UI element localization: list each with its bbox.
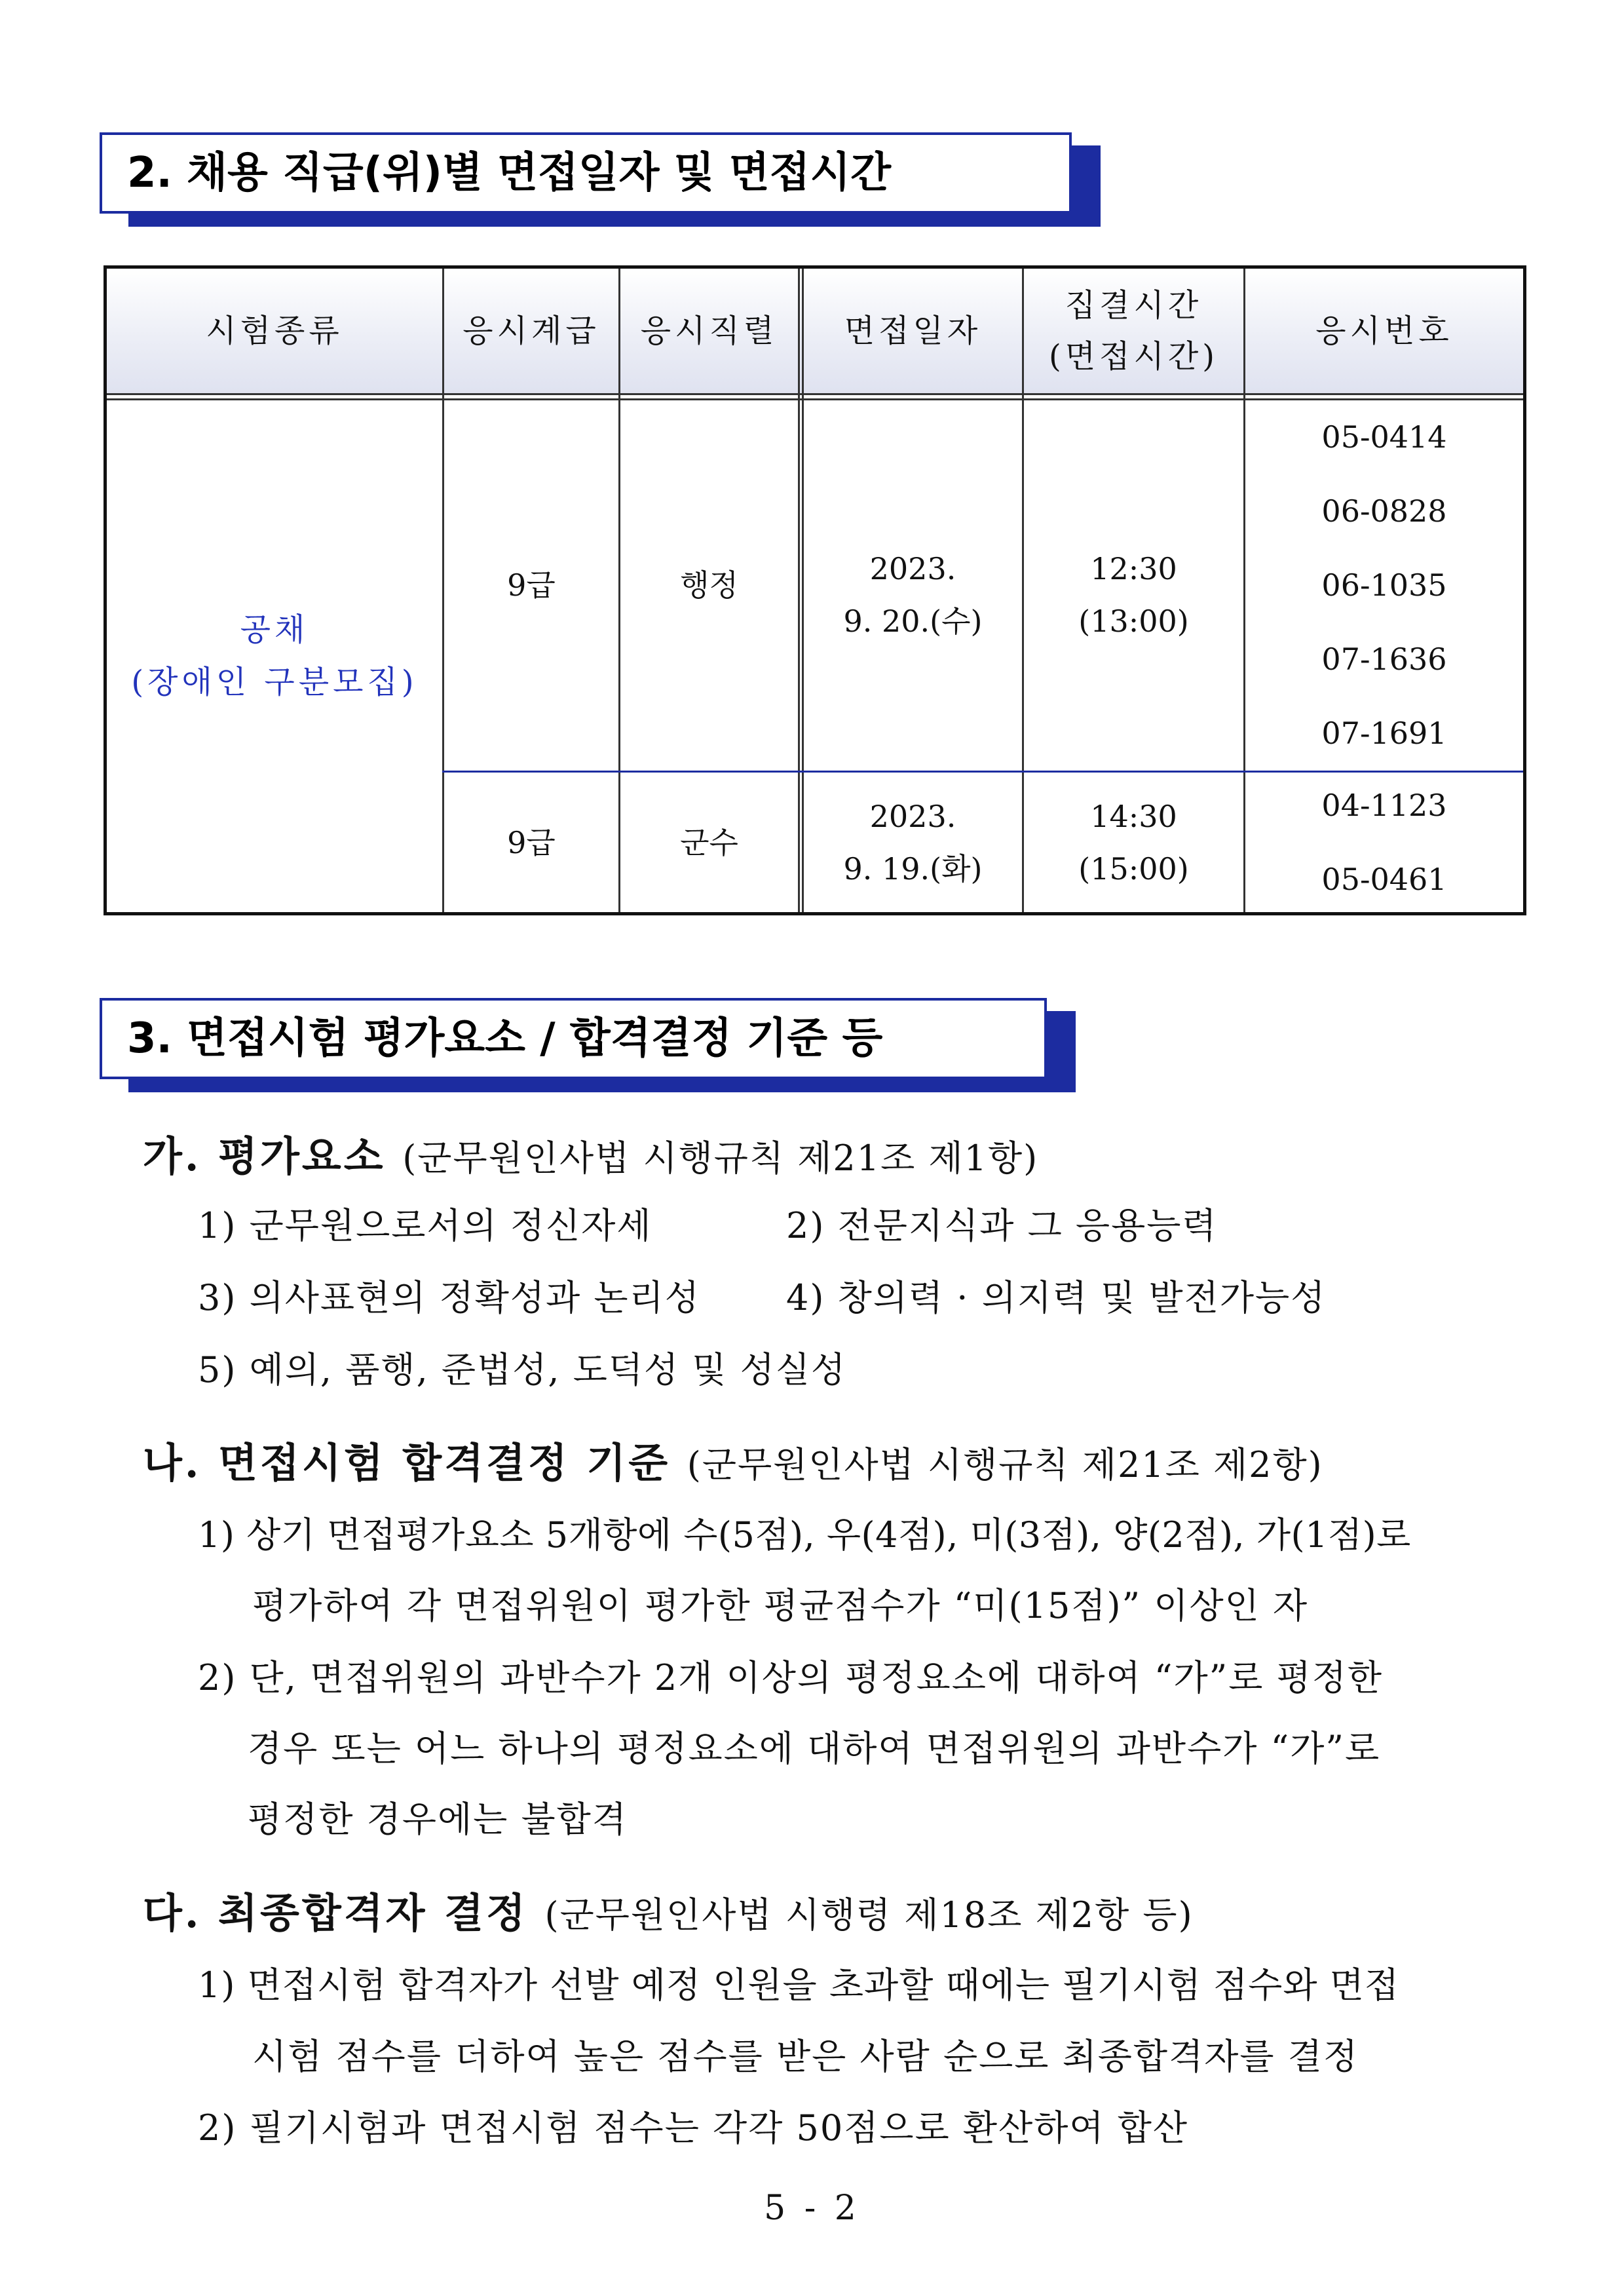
subsection-c-heading: 다. 최종합격자 결정 (군무원인사법 시행령 제18조 제2항 등): [143, 1889, 1194, 1937]
section2-title: [100, 132, 1072, 214]
table-row-2-grade: 9급: [507, 824, 556, 860]
applicant-number: 07-1636: [1321, 641, 1447, 677]
page-number: 5 - 2: [764, 2189, 860, 2228]
section3-title-text: 3. 면접시험 평가요소 / 합격결정 기준 등: [100, 998, 1047, 1079]
list-item-continuation: 경우 또는 어느 하나의 평정요소에 대하여 면접위원의 과반수가 “가”로: [248, 1728, 1381, 1769]
list-item-continuation: 시험 점수를 더하여 높은 점수를 받은 사람 순으로 최종합격자를 결정: [252, 2036, 1359, 2077]
table-row-2-job: 군수: [680, 824, 738, 860]
exam-type-cell: 공채 (장애인 구분모집): [131, 611, 418, 700]
table-row-1-grade: 9급: [507, 567, 556, 603]
list-item: 2) 필기시험과 면접시험 점수는 각각 50점으로 환산하여 합산: [198, 2107, 1189, 2149]
list-item: 1) 면접시험 합격자가 선발 예정 인원을 초과할 때에는 필기시험 점수와 면접: [198, 1964, 1399, 2006]
subsection-b-heading: 나. 면접시험 합격결정 기준 (군무원인사법 시행규칙 제21조 제2항): [143, 1439, 1323, 1487]
header-job: 응시직렬: [640, 313, 778, 349]
list-item: 2) 전문지식과 그 응용능력: [786, 1205, 1218, 1246]
list-item-continuation: 평가하여 각 면접위원이 평가한 평균점수가 “미(15점)” 이상인 자: [252, 1585, 1309, 1626]
applicant-number: 05-0461: [1321, 861, 1447, 897]
section3-title: [100, 998, 1047, 1079]
interview-schedule-table: [104, 265, 1526, 915]
list-item: 1) 상기 면접평가요소 5개항에 수(5점), 우(4점), 미(3점), 양(2점), 가(1점)로: [198, 1514, 1411, 1556]
list-item: 5) 예의, 품행, 준법성, 도덕성 및 성실성: [198, 1349, 847, 1390]
subsection-a-heading: 가. 평가요소 (군무원인사법 시행규칙 제21조 제1항): [143, 1132, 1039, 1180]
list-item: 1) 군무원으로서의 정신자세: [198, 1205, 652, 1246]
list-item: 3) 의사표현의 정확성과 논리성: [198, 1277, 700, 1318]
table-row-2-numbers: [1245, 773, 1523, 912]
applicant-number: 07-1691: [1321, 715, 1447, 751]
applicant-number: 04-1123: [1321, 787, 1447, 823]
list-item-continuation: 평정한 경우에는 불합격: [248, 1799, 628, 1840]
table-row-2-time: 14:30 (15:00): [1078, 798, 1189, 887]
table-row-1-numbers: [1245, 400, 1523, 771]
table-row-1-job: 행정: [680, 567, 738, 603]
applicant-number: 06-0828: [1321, 493, 1447, 529]
table-row-1-date: 2023. 9. 20.(수): [843, 551, 983, 639]
header-exam-type: 시험종류: [206, 313, 343, 349]
header-date: 면접일자: [844, 313, 982, 349]
table-row-2-date: 2023. 9. 19.(화): [843, 798, 983, 887]
list-item: 2) 단, 면접위원의 과반수가 2개 이상의 평정요소에 대하여 “가”로 평정한: [198, 1657, 1384, 1698]
section2-title-text: 2. 채용 직급(위)별 면접일자 및 면접시간: [100, 132, 1072, 214]
header-time: 집결시간 (면접시간): [1049, 287, 1218, 375]
applicant-number: 06-1035: [1321, 567, 1447, 603]
list-item: 4) 창의력 · 의지력 및 발전가능성: [786, 1277, 1327, 1318]
header-grade: 응시계급: [463, 313, 600, 349]
applicant-number: 05-0414: [1321, 419, 1447, 455]
header-number: 응시번호: [1315, 313, 1453, 349]
table-row-1-time: 12:30 (13:00): [1078, 551, 1189, 639]
